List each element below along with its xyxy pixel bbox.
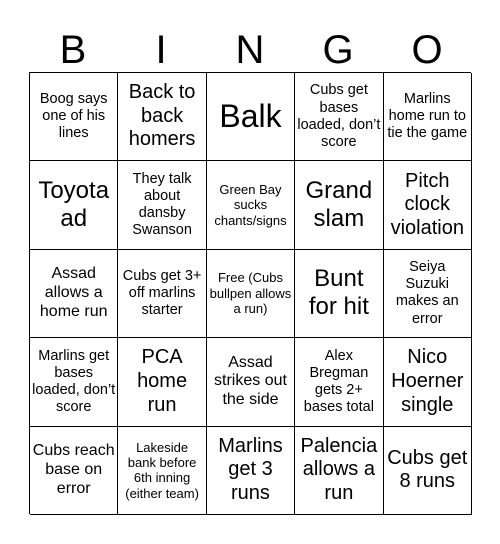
bingo-cell-15[interactable] bbox=[384, 250, 472, 338]
bingo-cell-text: Alex Bregman gets 2+ bases total bbox=[303, 347, 374, 415]
bingo-cell-11[interactable] bbox=[30, 250, 118, 338]
bingo-cell-text: Grand slam bbox=[305, 176, 373, 233]
bingo-cell-text: Bunt for hit bbox=[308, 265, 369, 321]
bingo-cell-7[interactable] bbox=[118, 161, 206, 249]
bingo-cell-4[interactable] bbox=[295, 73, 383, 161]
bingo-cell-text: Boog says one of his lines bbox=[39, 91, 108, 142]
bingo-cell-text: Nico Hoerner single bbox=[391, 346, 464, 416]
bingo-cell-8[interactable] bbox=[207, 161, 295, 249]
bingo-cell-text: Cubs get 8 runs bbox=[387, 446, 468, 493]
bingo-cell-text: PCA home run bbox=[137, 346, 188, 416]
bingo-cell-14[interactable] bbox=[295, 250, 383, 338]
bingo-cell-6[interactable] bbox=[30, 161, 118, 249]
bingo-cell-9[interactable] bbox=[295, 161, 383, 249]
bingo-cell-12[interactable] bbox=[118, 250, 206, 338]
bingo-cell-18[interactable] bbox=[207, 338, 295, 426]
bingo-cell-20[interactable] bbox=[384, 338, 472, 426]
bingo-cell-text: Seiya Suzuki makes an error bbox=[395, 259, 459, 327]
header-letter-n: N bbox=[235, 28, 265, 72]
bingo-cell-23[interactable] bbox=[207, 427, 295, 515]
bingo-cell-24[interactable] bbox=[295, 427, 383, 515]
bingo-cell-text: Cubs get 3+ off marlins starter bbox=[122, 267, 202, 319]
bingo-cell-19[interactable] bbox=[295, 338, 383, 426]
bingo-cell-17[interactable] bbox=[118, 338, 206, 426]
bingo-cell-text: Toyota ad bbox=[38, 176, 110, 233]
bingo-cell-3[interactable] bbox=[207, 73, 295, 161]
bingo-cell-13-free[interactable] bbox=[207, 250, 295, 338]
bingo-cell-16[interactable] bbox=[30, 338, 118, 426]
bingo-cell-text: Free (Cubs bullpen allows a run) bbox=[209, 270, 292, 317]
bingo-cell-1[interactable] bbox=[30, 73, 118, 161]
bingo-cell-text: Back to back homers bbox=[128, 81, 196, 151]
bingo-cell-22[interactable] bbox=[118, 427, 206, 515]
header-letter-g: G bbox=[322, 28, 354, 72]
bingo-cell-text: Assad allows a home run bbox=[39, 265, 108, 320]
header-letter-b: B bbox=[59, 28, 87, 72]
bingo-cell-21[interactable] bbox=[30, 427, 118, 515]
bingo-cell-text: Lakeside bank before 6th inning (either team) bbox=[125, 439, 199, 501]
bingo-cell-text: Cubs reach base on error bbox=[32, 441, 115, 497]
bingo-cell-10[interactable] bbox=[384, 161, 472, 249]
bingo-cell-text: Pitch clock violation bbox=[390, 169, 464, 239]
bingo-cell-25[interactable] bbox=[384, 427, 472, 515]
bingo-cell-2[interactable] bbox=[118, 73, 206, 161]
bingo-cell-text: Palencia allows a run bbox=[300, 434, 378, 505]
bingo-cell-text: Green Bay sucks chants/signs bbox=[214, 182, 287, 228]
bingo-cell-text: Marlins home run to tie the game bbox=[387, 91, 468, 142]
header-letter-o: O bbox=[411, 28, 443, 72]
header-letter-i: I bbox=[155, 28, 167, 72]
bingo-cell-text: They talk about dansby Swanson bbox=[132, 170, 192, 239]
bingo-card-grid bbox=[29, 72, 471, 514]
bingo-cell-text: Assad strikes out the side bbox=[214, 353, 287, 409]
bingo-cell-text: Marlins get bases loaded, don’t score bbox=[32, 347, 116, 415]
bingo-cell-text: Cubs get bases loaded, don’t score bbox=[297, 82, 381, 150]
bingo-cell-text: Balk bbox=[219, 97, 282, 134]
bingo-cell-text: Marlins get 3 runs bbox=[218, 434, 283, 505]
bingo-header bbox=[29, 28, 471, 72]
bingo-cell-5[interactable] bbox=[384, 73, 472, 161]
